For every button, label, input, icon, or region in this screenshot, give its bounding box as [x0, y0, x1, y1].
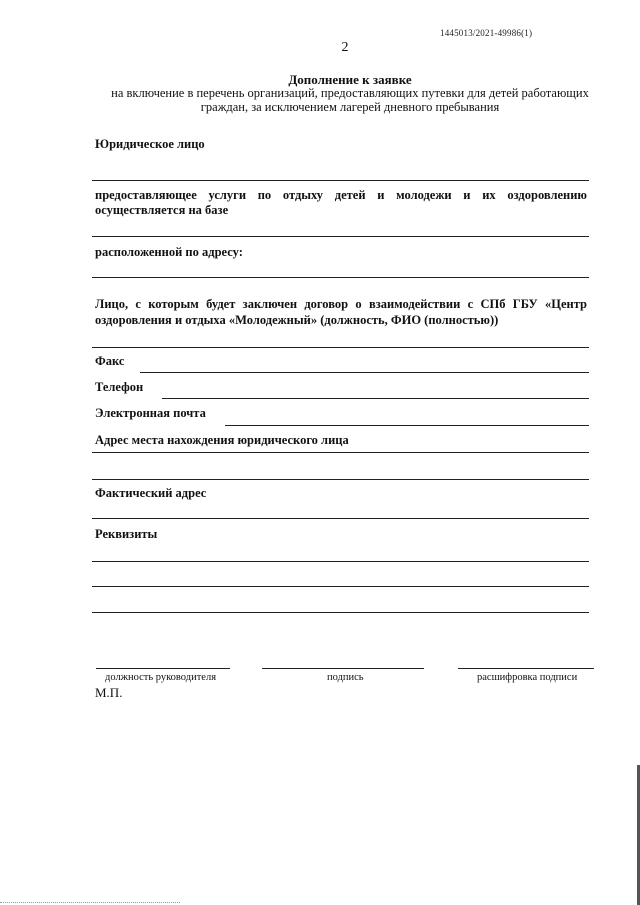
signature-caption: подпись — [327, 672, 364, 683]
actual-address-field-line[interactable] — [92, 518, 589, 519]
legal-address-field-line-1[interactable] — [92, 452, 589, 453]
contact-person-line-1: Лицо, с которым будет заключен договор о взаимодействии с СПб ГБУ «Центр — [95, 297, 587, 311]
email-label: Электронная почта — [95, 406, 206, 420]
legal-address-field-line-2[interactable] — [92, 479, 589, 480]
address-label: расположенной по адресу: — [95, 245, 243, 259]
services-text-line-1: предоставляющее услуги по отдыху детей и молодежи и их оздоровлению — [95, 188, 587, 202]
signature-line[interactable] — [262, 668, 424, 669]
contact-person-field-line[interactable] — [92, 347, 589, 348]
fax-field-line[interactable] — [140, 372, 589, 373]
page-subtitle — [90, 86, 610, 114]
fax-label: Факс — [95, 354, 125, 368]
name-caption: расшифровка подписи — [477, 672, 578, 683]
services-text-line-2: осуществляется на базе — [95, 203, 229, 217]
email-field-line[interactable] — [225, 425, 589, 426]
subtitle-line-1: на включение в перечень организаций, предоставляющих путевки для детей работающих — [111, 86, 589, 100]
requisites-label: Реквизиты — [95, 527, 158, 541]
legal-address-label: Адрес места нахождения юридического лица — [95, 433, 349, 447]
requisites-field-line-3[interactable] — [92, 612, 589, 613]
subtitle-line-2: граждан, за исключением лагерей дневного пребывания — [200, 100, 500, 114]
actual-address-label: Фактический адрес — [95, 486, 207, 500]
base-field-line[interactable] — [92, 236, 589, 237]
scan-bottom-artifact — [0, 902, 180, 903]
stamp-label: М.П. — [95, 685, 123, 700]
name-signature-line[interactable] — [458, 668, 594, 669]
document-number: 1445013/2021-49986(1) — [440, 28, 533, 38]
contact-person-line-2: оздоровления и отдыха «Молодежный» (должность, ФИО (полностью)) — [95, 313, 499, 327]
phone-label: Телефон — [95, 380, 144, 394]
requisites-field-line-1[interactable] — [92, 561, 589, 562]
requisites-field-line-2[interactable] — [92, 586, 589, 587]
position-signature-line[interactable] — [96, 668, 230, 669]
legal-entity-label: Юридическое лицо — [95, 137, 205, 151]
address-field-line[interactable] — [92, 277, 589, 278]
position-caption: должность руководителя — [105, 672, 217, 683]
page-title: Дополнение к заявке — [288, 72, 412, 87]
legal-entity-field-line[interactable] — [92, 180, 589, 181]
phone-field-line[interactable] — [162, 398, 589, 399]
page-number: 2 — [341, 40, 349, 55]
